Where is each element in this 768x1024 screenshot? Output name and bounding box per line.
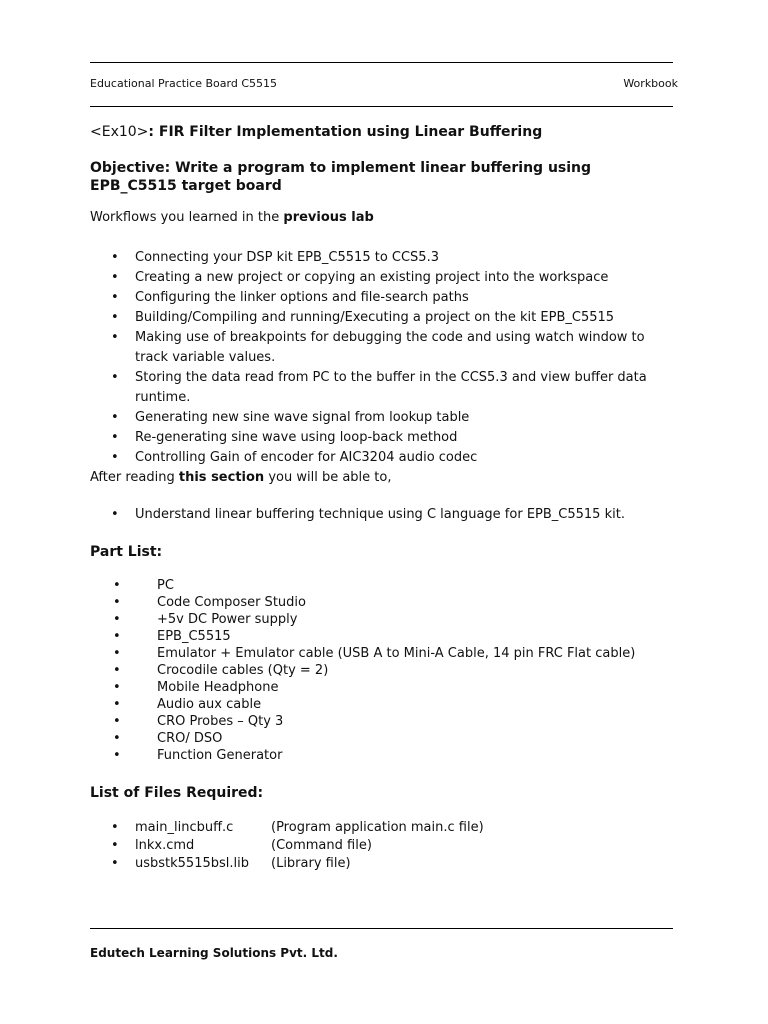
workflows-intro-bold: previous lab [283,210,374,225]
list-item: • Code Composer Studio [90,594,635,611]
list-item: • +5v DC Power supply [90,611,635,628]
list-item: • Configuring the linker options and file-search paths [90,288,655,308]
list-item: • Making use of breakpoints for debugging the code and using watch window to track variable values. [90,328,655,368]
footer-rule [90,928,673,929]
header-bottom-rule [90,106,673,107]
exercise-title [90,124,542,140]
list-item: • Creating a new project or copying an existing project into the workspace [90,268,655,288]
list-item: • Building/Compiling and running/Executing a project on the kit EPB_C5515 [90,308,655,328]
list-item: • Function Generator [90,747,635,764]
list-item: • Mobile Headphone [90,679,635,696]
page-header [90,77,678,90]
after-reading-bold: this section [178,470,265,485]
list-item: • Re-generating sine wave using loop-back method [90,428,655,448]
header-right-text: Workbook [623,77,678,90]
list-item: • Storing the data read from PC to the buffer in the CCS5.3 and view buffer data runtime. [90,368,655,408]
file-name: • lnkx.cmd [135,838,195,853]
header-top-rule [90,62,673,63]
list-item [90,855,484,873]
list-item: • Connecting your DSP kit EPB_C5515 to CCS5.3 [90,248,655,268]
header-left-text: Educational Practice Board C5515 [90,77,277,90]
file-description: (Program application main.c file) [271,820,484,835]
workflows-intro-text: Workflows you learned in the [90,210,284,225]
parts-list [90,577,635,764]
part-list-heading: Part List: [90,544,163,560]
exercise-number: <Ex10> [90,124,149,140]
document-page [90,0,678,1024]
list-item: • Emulator + Emulator cable (USB A to Mini-A Cable, 14 pin FRC Flat cable) [90,645,635,662]
files-heading: List of Files Required: [90,785,264,801]
after-reading-after: you will be able to, [264,470,392,485]
list-item [90,819,484,837]
exercise-title-text: : FIR Filter Implementation using Linear Buffering [148,124,543,140]
list-item: • Audio aux cable [90,696,635,713]
objective: Objective: Write a program to implement linear buffering using EPB_C5515 target board [90,160,592,194]
after-reading-before: After reading [90,470,179,485]
outcomes-list [90,505,655,525]
list-item: • CRO Probes – Qty 3 [90,713,635,730]
list-item [90,837,484,855]
file-name: • main_lincbuff.c [135,820,234,835]
list-item: • Generating new sine wave signal from lookup table [90,408,655,428]
list-item: • Understand linear buffering technique using C language for EPB_C5515 kit. [90,505,655,525]
files-list [90,819,484,873]
file-description: (Command file) [271,838,372,853]
workflows-intro [90,210,374,225]
after-reading [90,470,391,485]
list-item: • Controlling Gain of encoder for AIC3204 audio codec [90,448,655,468]
list-item: • Crocodile cables (Qty = 2) [90,662,635,679]
workflows-list [90,248,655,468]
file-description: (Library file) [271,856,351,871]
page-footer: Edutech Learning Solutions Pvt. Ltd. [90,946,338,960]
list-item: • CRO/ DSO [90,730,635,747]
file-name: • usbstk5515bsl.lib [135,856,249,871]
list-item: • EPB_C5515 [90,628,635,645]
list-item: • PC [90,577,635,594]
